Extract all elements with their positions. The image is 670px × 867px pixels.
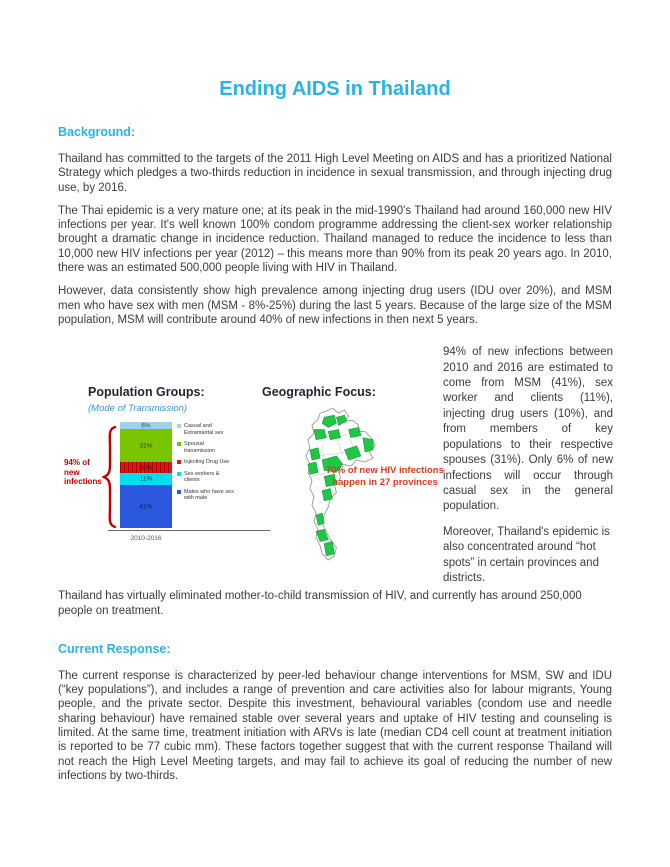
legend-label: Spousal transmission: [184, 441, 215, 454]
legend-label: Sex workers & clients: [184, 470, 220, 484]
legend-label: Injecting Drug Use: [184, 459, 230, 466]
legend-marker-sex-workers: [177, 472, 181, 476]
figure-population-and-geography: [58, 345, 612, 585]
background-paragraph-1: Thailand has committed to the targets of the 2011 High Level Meeting on AIDS and has a prioritized National Strategy which pledges a two-thirds reduction in incidence in sexual transmission, and through injecting drug use, by 2016.: [58, 153, 612, 194]
bar-segment-sex-workers: [120, 473, 172, 485]
bar-segment-spousal: [120, 429, 172, 462]
legend-item: [177, 423, 235, 436]
bar-segment-label: 41%: [139, 503, 153, 511]
legend-marker-spousal: [177, 442, 181, 446]
legend-label: Males who have sex with male: [184, 488, 234, 502]
chart-title: Population Groups:: [88, 385, 205, 400]
bar-segment-label: 31%: [139, 442, 153, 450]
map-annotation-70-percent: 70% of new HIV infections happen in 27 provinces: [326, 465, 444, 489]
current-response-paragraph: The current response is characterized by peer-led behaviour change interventions for MSM, SW and IDU (“key populations”), and includes a range of prevention and care activities also for labour migrants, Young people, and the private sector. Despite this investment, behavioural variables (condom use and needle sharing behaviour) have remained stable over several years and uptake of HIV testing and counseling is limited. At the same time, treatment initiation with ARVs is late (median CD4 cell count at treatment initiation is reported to be 77 cubic mm). These factors together suggest that with the current response Thailand will not reach the High Level Meeting targets, and may fail to achieve its goal of reducing the number of new infections by two-thirds.: [58, 669, 612, 782]
legend-item: [177, 471, 235, 484]
bar-segment-label: 10%: [139, 464, 153, 472]
current-response-heading: Current Response:: [58, 641, 171, 656]
page-title: Ending AIDS in Thailand: [219, 78, 451, 100]
legend-marker-idu: [177, 460, 181, 464]
bar-segment-msm: [120, 485, 172, 528]
background-heading: Background:: [58, 125, 136, 139]
stacked-bar: [120, 422, 172, 528]
bar-segment-label: 6%: [141, 422, 151, 430]
bar-segment-label: 11%: [139, 475, 153, 483]
chart-x-tick-label: 2010-2016: [130, 535, 162, 543]
background-paragraph-3: However, data consistently show high prevalence among injecting drug users (IDU over 20%), and MSM men who have sex with men (MSM - 8%-25%) during the last 5 years. Because of the large size of the MSM population, MSM will contribute around 40% of new infections in then next 5 years.: [58, 285, 612, 326]
side-paragraph-1: 94% of new infections between 2010 and 2016 are estimated to come from MSM (41%), sex worker and clients (11%), injecting drug users (10%), and from members of key populations to their respective spouses (31%). Only 6% of new infections will occur through casual sex in the general population.: [443, 346, 613, 513]
legend-item: [177, 459, 235, 466]
chart-legend: [177, 423, 235, 507]
legend-label: Casual and Extramarital sex: [184, 423, 224, 436]
figure-side-text: [443, 345, 613, 586]
bar-segment-casual-sex: [120, 422, 172, 429]
map-title: Geographic Focus:: [262, 385, 376, 400]
chart-annotation-94-percent: 94% of new infections: [64, 458, 102, 487]
side-paragraph-2: Moreover, Thailand's epidemic is also concentrated around “hot spots” in certain provinces and districts.: [443, 525, 610, 584]
chart-subtitle: (Mode of Transmission): [88, 403, 188, 415]
legend-item: [177, 489, 235, 502]
bar-segment-idu: [120, 462, 172, 473]
background-paragraph-2: The Thai epidemic is a very mature one; at its peak in the mid-1990's Thailand had around 160,000 new HIV infections per year. It's well known 100% condom programme addressing the client-sex worker relationship brought a dramatic change in incidence reduction. Thailand managed to reduce the incidence to less than 10,000 new HIV infections per year (2012) – this means more than 90% from its peak 20 years ago. In 2010, there was an estimated 500,000 people living with HIV in Thailand.: [58, 204, 612, 275]
mtct-paragraph: Thailand has virtually eliminated mother-to-child transmission of HIV, and currently has around 250,000 people on treatment.: [58, 590, 582, 617]
chart-x-axis: [108, 530, 270, 531]
legend-marker-msm: [177, 490, 181, 494]
legend-item: [177, 441, 235, 454]
legend-marker-casual: [177, 424, 181, 428]
